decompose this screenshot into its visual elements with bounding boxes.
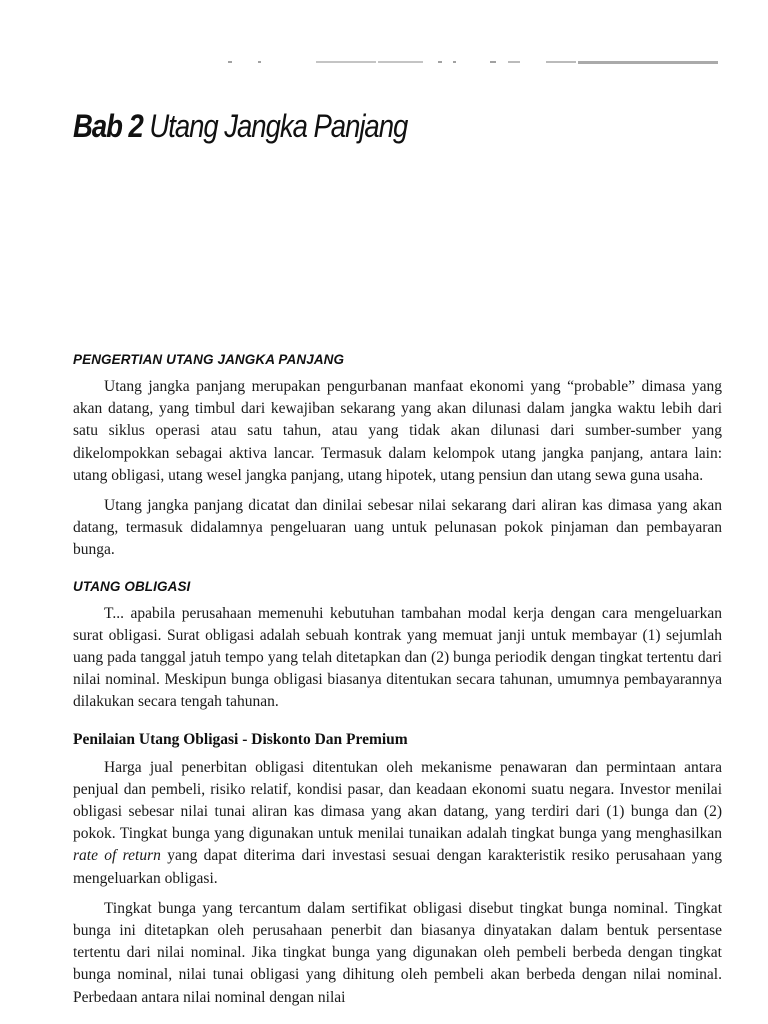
page-content — [73, 350, 722, 1009]
paragraph: T... apabila perusahaan memenuhi kebutuhan tambahan modal kerja dengan cara mengeluarkan surat obligasi. Surat obligasi adalah sebuah kontrak yang memuat janji untuk membayar (1) sejumlah uang pada tanggal jatuh tempo yang telah ditetapkan dan (2) bunga periodik dengan tingkat tertentu dari nilai nominal. Meskipun bunga obligasi biasanya ditentukan secara tahunan, umumnya pembayarannya dilakukan secara tengah tahunan. — [73, 604, 722, 711]
paragraph: Utang jangka panjang dicatat dan dinilai sebesar nilai sekarang dari aliran kas dimasa yang akan datang, termasuk didalamnya pengeluaran uang untuk pelunasan pokok pinjaman dan pembayaran bunga. — [73, 497, 722, 559]
section-heading-utang-obligasi: UTANG OBLIGASI — [73, 578, 191, 594]
paragraph: Harga jual penerbitan obligasi ditentukan oleh mekanisme penawaran dan permintaan antara penjual dan pembeli, risiko relatif, kondisi pasar, dan keadaan ekonomi suatu negara. Investor menilai obligasi sebesar nilai tunai aliran kas dimasa yang akan datang, yang terdiri dari (1) bunga dan (2) pokok. Tingkat bunga yang digunakan untuk menilai tunaikan adalah tingkat bunga yang menghasilkan rate of return yang dapat diterima dari investasi sesuai dengan karakteristik resiko perusahaan yang mengeluarkan obligasi. — [73, 758, 722, 887]
chapter-number: Bab 2 — [73, 108, 143, 144]
scan-artifact — [228, 58, 718, 68]
emphasis-rate-of-return: rate of return — [73, 847, 161, 865]
paragraph: Utang jangka panjang merupakan pengurbanan manfaat ekonomi yang “probable” dimasa yang akan datang, yang timbul dari kewajiban sekarang yang akan dilunasi dalam jangka waktu lebih dari satu siklus operasi atau satu tahun, atau yang tidak akan dilunasi dari sumber-sumber yang dikelompokkan sebagai aktiva lancar. Termasuk dalam kelompok utang jangka panjang, antara lain: utang obligasi, utang wesel jangka panjang, utang hipotek, utang pensiun dan utang sewa guna usaha. — [73, 378, 722, 484]
chapter-name: Utang Jangka Panjang — [149, 108, 408, 144]
chapter-title — [73, 108, 407, 145]
subsection-heading-penilaian: Penilaian Utang Obligasi - Diskonto Dan Premium — [73, 730, 408, 748]
section-heading-pengertian: PENGERTIAN UTANG JANGKA PANJANG — [73, 352, 345, 367]
paragraph: Tingkat bunga yang tercantum dalam sertifikat obligasi disebut tingkat bunga nominal. Tingkat bunga ini ditetapkan oleh perusahaan penerbit dan biasanya dinyatakan dalam bentuk persentase tertentu dari nilai nominal. Jika tingkat bunga yang digunakan oleh pembeli berbeda dengan tingkat bunga nominal, nilai tunai obligasi yang dihitung oleh pembeli akan berbeda dengan nilai nominal. Perbedaan antara nilai nominal dengan nilai — [73, 899, 722, 1006]
